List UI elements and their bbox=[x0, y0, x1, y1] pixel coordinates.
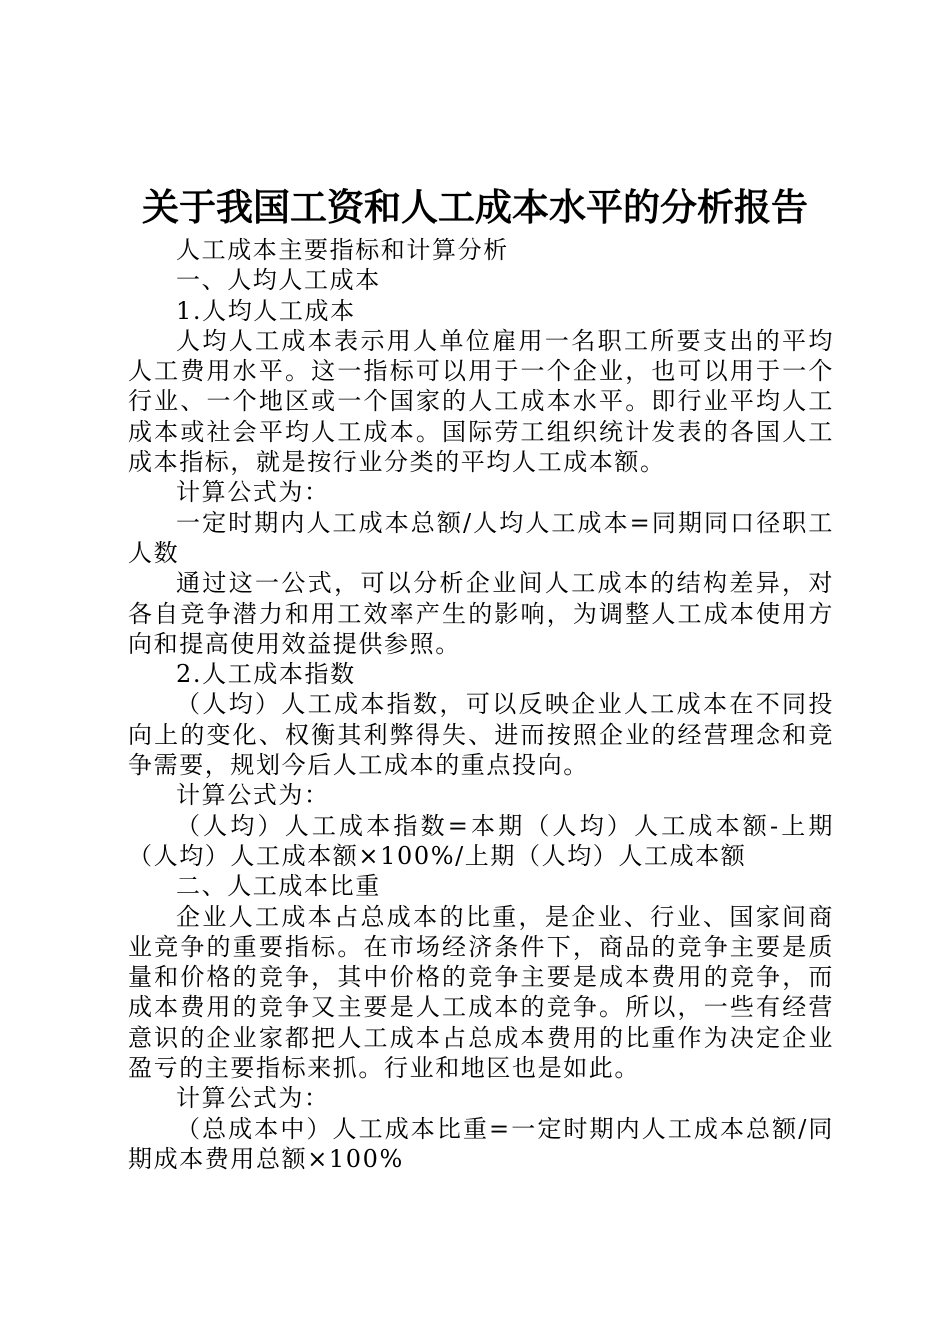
section-heading-2: 二、人工成本比重 bbox=[176, 872, 381, 901]
paragraph: 通过这一公式，可以分析企业间人工成本的结构差异，对各自竞争潜力和用工效率产生的影响，为调整人工成本使用方向和提高使用效益提供参照。 bbox=[128, 569, 834, 658]
document-title: 关于我国工资和人工成本水平的分析报告 bbox=[142, 186, 808, 229]
formula: 一定时期内人工成本总额/人均人工成本=同期同口径职工人数 bbox=[128, 508, 834, 567]
paragraph: 人均人工成本表示用人单位雇用一名职工所要支出的平均人工费用水平。这一指标可以用于一个企业，也可以用于一个行业、一个地区或一个国家的人工成本水平。即行业平均人工成本或社会平均人工成本。国际劳工组织统计发表的各国人工成本指标，就是按行业分类的平均人工成本额。 bbox=[128, 326, 834, 477]
formula-label: 计算公式为： bbox=[176, 781, 330, 810]
paragraph: 企业人工成本占总成本的比重，是企业、行业、国家间商业竞争的重要指标。在市场经济条件下，商品的竞争主要是质量和价格的竞争，其中价格的竞争主要是成本费用的竞争，而成本费用的竞争又主要是人工成本的竞争。所以，一些有经营意识的企业家都把人工成本占总成本费用的比重作为决定企业盈亏的主要指标来抓。行业和地区也是如此。 bbox=[128, 902, 834, 1083]
subsection-heading-1-1: 1.人均人工成本 bbox=[176, 296, 356, 325]
formula-label: 计算公式为： bbox=[176, 478, 330, 507]
subsection-heading-1-2: 2.人工成本指数 bbox=[176, 660, 356, 689]
section-heading-1: 一、人均人工成本 bbox=[176, 266, 381, 295]
paragraph: （人均）人工成本指数，可以反映企业人工成本在不同投向上的变化、权衡其利弊得失、进而按照企业的经营理念和竞争需要，规划今后人工成本的重点投向。 bbox=[128, 690, 834, 780]
formula: （人均）人工成本指数=本期（人均）人工成本额-上期（人均）人工成本额×100%/上期（人均）人工成本额 bbox=[128, 811, 834, 870]
section-intro: 人工成本主要指标和计算分析 bbox=[176, 236, 509, 264]
formula: （总成本中）人工成本比重=一定时期内人工成本总额/同期成本费用总额×100% bbox=[128, 1114, 834, 1173]
document-body bbox=[128, 235, 834, 1174]
formula-label: 计算公式为： bbox=[176, 1084, 330, 1113]
